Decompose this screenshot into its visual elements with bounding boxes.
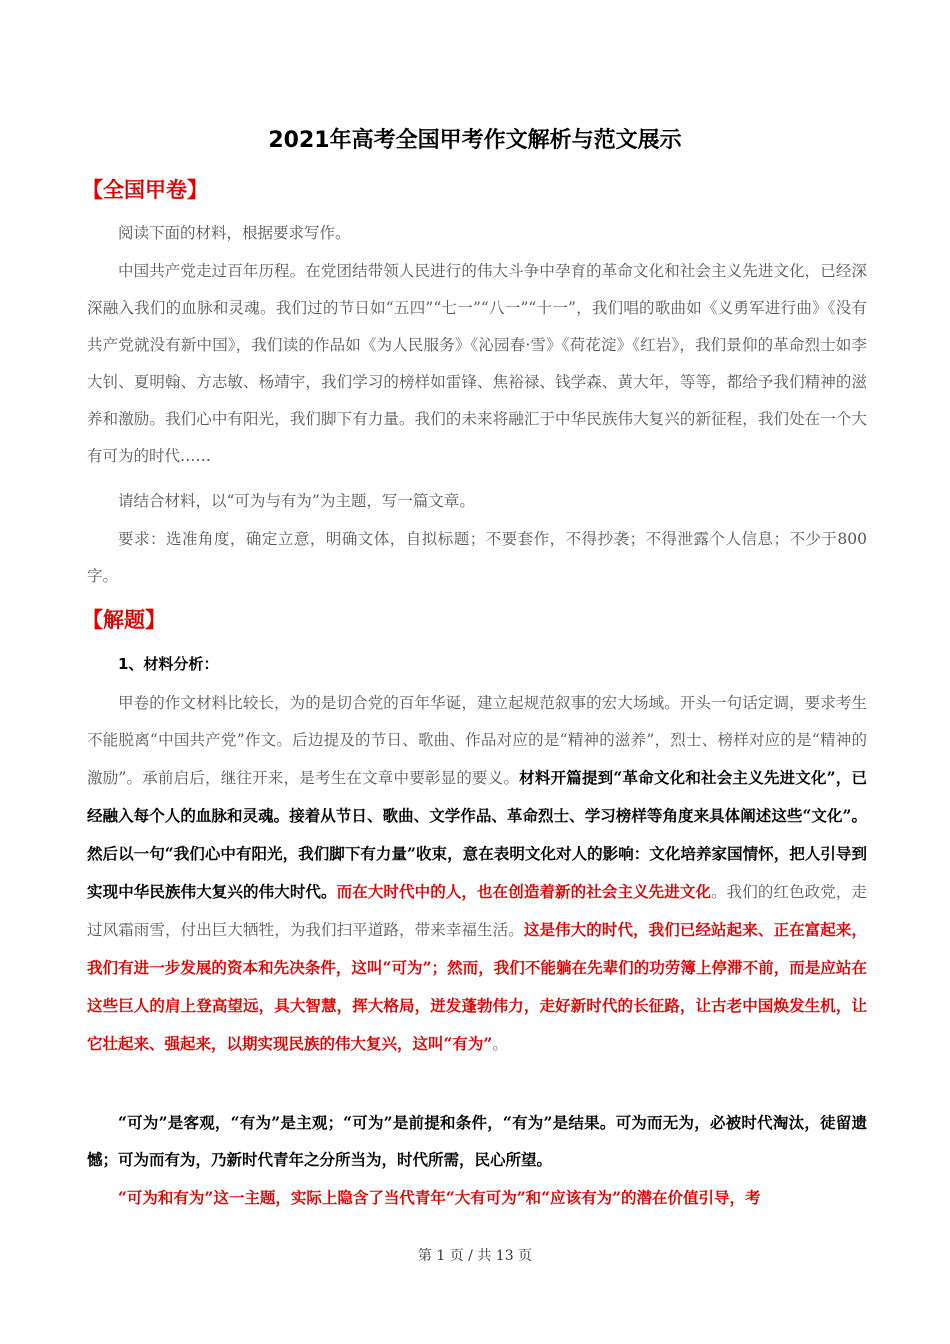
material-analysis-label: 1、材料分析： bbox=[118, 655, 219, 673]
analysis-red-text-2: 这是伟大的时代，我们已经站起来、正在富起来，我们有进一步发展的资本和先决条件，这叫“可为”；然而，我们不能躺在先辈们的功劳簿上停滞不前，而是应站在这些巨人的肩上登高望远，具大智慧，挥大格局，迸发蓬勃伟力，走好新时代的长征路，让古老中国焕发生机，让它壮起来、强起来，以期实现民族的伟大复兴，这叫“有为” bbox=[87, 920, 867, 1053]
theme-paragraph: “可为和有为”这一主题，实际上隐含了当代青年“大有可为”和“应该有为”的潜在价值引导，考 bbox=[118, 1188, 761, 1207]
page-footer: 第 1 页 / 共 13 页 bbox=[417, 1248, 533, 1264]
prompt-task: 请结合材料，以“可为与有为”为主题，写一篇文章。 bbox=[118, 492, 475, 510]
analysis-plain-text-2: 。我们的红色政党，走过风霜雨雪，付出巨大牺牲，为我们扫平道路，带来幸福生活。 bbox=[87, 883, 867, 939]
analysis-period: 。 bbox=[492, 1035, 508, 1053]
material-analysis-paragraph bbox=[87, 685, 867, 1063]
analysis-bold-text: 材料开篇提到“革命文化和社会主义先进文化”，已经融入每个人的血脉和灵魂。接着从节日、歌曲、文学作品、革命烈士、学习榜样等角度来具体阐述这些“文化”。然后以一句“我们心中有阳光，我们脚下有力量”收束，意在表明文化对人的影响：文化培养家国情怀，把人引导到实现中华民族伟大复兴的伟大时代。 bbox=[87, 768, 867, 901]
keneng-youwei-paragraph: “可为”是客观，“有为”是主观；“可为”是前提和条件，“有为”是结果。可为而无为，必被时代淘汰，徒留遗憾；可为而有为，乃新时代青年之分所当为，时代所需，民心所望。 bbox=[87, 1113, 867, 1169]
prompt-instruction: 阅读下面的材料，根据要求写作。 bbox=[118, 224, 351, 242]
section-heading-analysis: 【解题】 bbox=[82, 608, 166, 632]
section-heading-national-a: 【全国甲卷】 bbox=[82, 178, 208, 202]
analysis-red-text-1: 而在大时代中的人，也在创造着新的社会主义先进文化 bbox=[336, 882, 712, 901]
page-title: 2021年高考全国甲考作文解析与范文展示 bbox=[268, 128, 682, 153]
prompt-material: 中国共产党走过百年历程。在党团结带领人民进行的伟大斗争中孕育的革命文化和社会主义先进文化，已经深深融入我们的血脉和灵魂。我们过的节日如“五四”“七一”“八一”“十一”，我们唱的歌曲如《义勇军进行曲》《没有共产党就没有新中国》，我们读的作品如《为人民服务》《沁园春·雪》《荷花淀》《红岩》，我们景仰的革命烈士如李大钊、夏明翰、方志敏、杨靖宇，我们学习的榜样如雷锋、焦裕禄、钱学森、黄大年，等等，都给予我们精神的滋养和激励。我们心中有阳光，我们脚下有力量。我们的未来将融汇于中华民族伟大复兴的新征程，我们处在一个大有可为的时代…… bbox=[87, 262, 867, 465]
analysis-plain-text: 甲卷的作文材料比较长，为的是切合党的百年华诞，建立起规范叙事的宏大场域。开头一句话定调，要求考生不能脱离“中国共产党”作文。后边提及的节日、歌曲、作品对应的是“精神的滋养”，烈士、榜样对应的是“精神的激励”。承前启后，继往开来，是考生在文章中要彰显的要义。 bbox=[87, 694, 867, 787]
prompt-requirements: 要求：选准角度，确定立意，明确文体，自拟标题；不要套作，不得抄袭；不得泄露个人信息；不少于800字。 bbox=[87, 530, 867, 585]
